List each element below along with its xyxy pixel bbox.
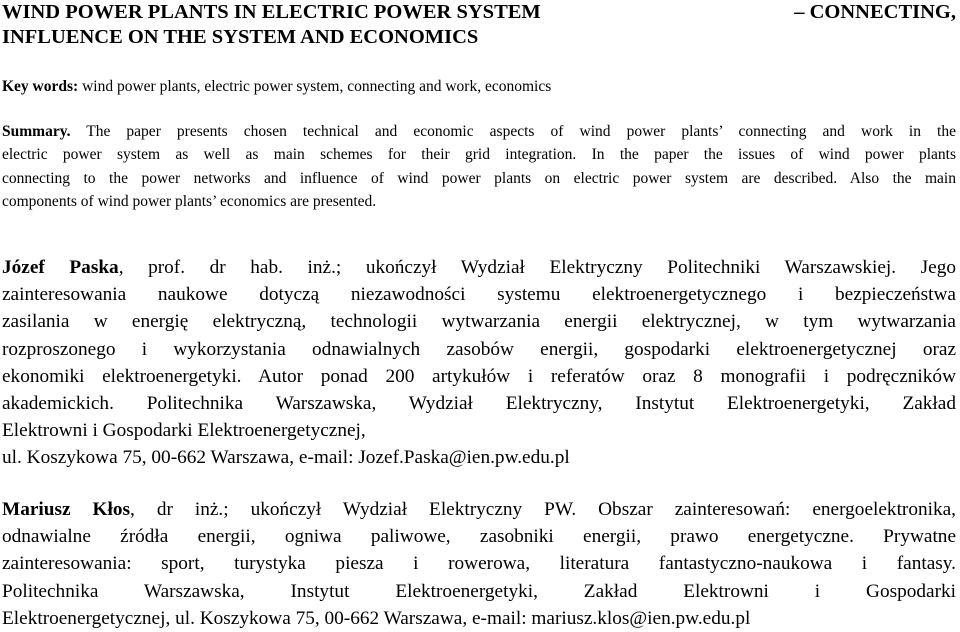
title-line-1-left: WIND POWER PLANTS IN ELECTRIC POWER SYSTEM — [2, 1, 541, 23]
bio-paska-line-6: akademickich. Politechnika Warszawska, Wydział Elektryczny, Instytut Elektroenergetyki, Zakład — [2, 393, 956, 415]
paper-title — [2, 0, 956, 50]
summary-line-1 — [2, 120, 956, 143]
bio-paska-line-3: zasilania w energię elektryczną, technologii wytwarzania energii elektrycznej, w tym wytwarzania — [2, 311, 956, 333]
summary — [2, 120, 956, 213]
keywords — [2, 77, 956, 97]
bio-paska-line-4: rozproszonego i wykorzystania odnawialnych zasobów energii, gospodarki elektroenergetycznej oraz — [2, 338, 956, 360]
bio-paska-line-5: ekonomiki elektroenergetyki. Autor ponad 200 artykułów i referatów oraz 8 monografii i podręczników — [2, 365, 956, 387]
bio-klos-line-2: odnawialne źródła energii, ogniwa paliwowe, zasobniki energii, prawo energetyczne. Prywatne — [2, 526, 956, 548]
title-line-1-right: – CONNECTING, — [794, 1, 956, 23]
bio-paska-line-2: zainteresowania naukowe dotyczą niezawodności systemu elektroenergetycznego i bezpieczeństwa — [2, 284, 956, 306]
summary-line-4: components of wind power plants’ economics are presented. — [2, 192, 377, 210]
title-line-1 — [2, 0, 956, 25]
bio-klos-line-5: Elektroenergetycznej, ul. Koszykowa 75, 00-662 Warszawa, e-mail: mariusz.klos@ien.pw.edu.pl — [2, 607, 751, 629]
bio-klos-line-3: zainteresowania: sport, turystyka piesza i rowerowa, literatura fantastyczno-naukowa i fantasy. — [2, 553, 956, 575]
bio-paska-line-1-text: , prof. dr hab. inż.; ukończył Wydział Elektryczny Politechniki Warszawskiej. Jego — [118, 257, 956, 278]
summary-line-2: electric power system as well as main schemes for their grid integration. In the paper the issues of wind power plants — [2, 146, 956, 164]
bio-klos-line-1 — [2, 496, 956, 523]
summary-label: Summary. — [2, 123, 71, 140]
summary-line-1-text: The paper presents chosen technical and economic aspects of wind power plants’ connecting and work in the — [70, 123, 956, 140]
author-bio-paska — [2, 254, 956, 472]
author-name-paska: Józef Paska — [2, 257, 119, 278]
keywords-label: Key words: — [2, 78, 79, 95]
author-bio-klos — [2, 496, 956, 632]
bio-paska-line-7: Elektrowni i Gospodarki Elektroenergetycznej, — [2, 420, 366, 442]
bio-klos-line-4: Politechnika Warszawska, Instytut Elektroenergetyki, Zakład Elektrowni i Gospodarki — [2, 580, 956, 602]
bio-paska-line-1 — [2, 254, 956, 281]
bio-klos-line-1-text: , dr inż.; ukończył Wydział Elektryczny PW. Obszar zainteresowań: energoelektronika, — [130, 499, 956, 520]
title-line-2: INFLUENCE ON THE SYSTEM AND ECONOMICS — [2, 26, 479, 48]
keywords-text: wind power plants, electric power system, connecting and work, economics — [78, 78, 552, 95]
author-name-klos: Mariusz Kłos — [2, 499, 131, 520]
bio-paska-line-8: ul. Koszykowa 75, 00-662 Warszawa, e-mail: Jozef.Paska@ien.pw.edu.pl — [2, 447, 570, 469]
summary-line-3: connecting to the power networks and influence of wind power plants on electric power system are described. Also the main — [2, 169, 956, 187]
